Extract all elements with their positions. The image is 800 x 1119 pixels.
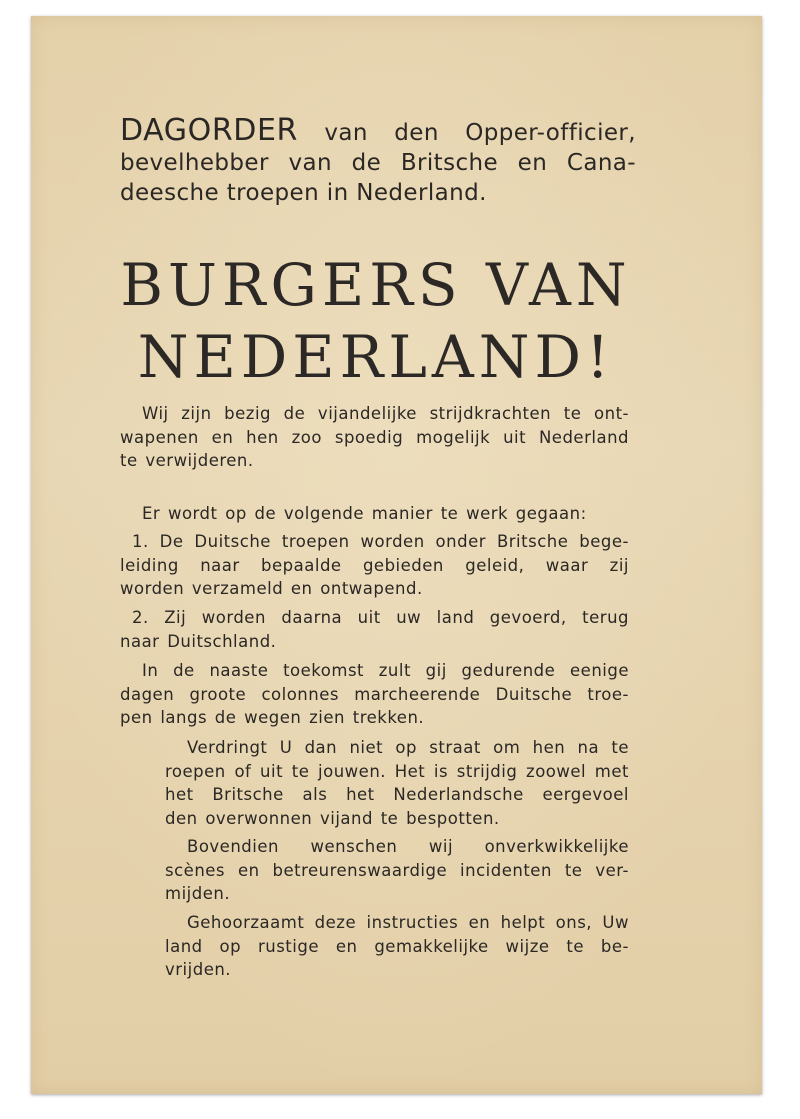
title-line-2: NEDERLAND! — [137, 323, 615, 391]
text-line: te verwijderen. — [120, 451, 254, 470]
text-line: Wij zijn bezig de vijandelijke strijdkrachten te ont- — [142, 404, 629, 423]
text-line: In de naaste toekomst zult gij gedurende eenige — [142, 661, 629, 680]
title-line-1: BURGERS VAN — [120, 251, 632, 319]
text-line: Gehoorzaamt deze instructies en helpt ons, Uw — [187, 913, 629, 932]
text-line: land op rustige en gemakkelijke wijze te be- — [165, 936, 629, 956]
heading-line-1 — [120, 113, 636, 148]
text-line: mijden. — [165, 884, 231, 903]
paragraph-step-2 — [120, 606, 629, 653]
text-line: pen langs de wegen zien trekken. — [120, 708, 425, 727]
text-line: Bovendien wenschen wij onverkwikkelijke — [187, 837, 629, 856]
heading-line-3: deesche troepen in Nederland. — [120, 180, 487, 206]
text-line: Er wordt op de volgende manier te werk gegaan: — [142, 504, 587, 523]
text-line: scènes en betreurenswaardige incidenten te ver- — [165, 860, 629, 880]
heading-dagorder: DAGORDER — [120, 113, 298, 148]
leaflet-sheet — [31, 16, 762, 1094]
text-line: naar Duitschland. — [120, 631, 277, 651]
paragraph-columns — [120, 659, 629, 730]
text-line: worden verzameld en ontwapend. — [120, 579, 423, 598]
heading-line-1-rest: van den Opper-officier, — [324, 120, 636, 146]
page-title — [111, 249, 641, 393]
text-line: 1. De Duitsche troepen worden onder Britsche bege- — [132, 532, 629, 551]
text-line: leiding naar bepaalde gebieden geleid, waar zij — [120, 555, 629, 575]
text-line: dagen groote colonnes marcheerende Duitsche troe- — [120, 684, 629, 704]
order-heading — [120, 113, 636, 208]
text-line: het Britsche als het Nederlandsche eergevoel — [165, 785, 629, 804]
text-line: roepen of uit te jouwen. Het is strijdig zoowel met — [165, 761, 629, 781]
paragraph-disarm — [120, 402, 629, 473]
text-line: den overwonnen vijand te bespotten. — [165, 808, 500, 828]
heading-line-2: bevelhebber van de Britsche en Cana- — [120, 150, 636, 176]
paragraph-do-not-jeer — [165, 736, 629, 830]
paragraph-procedure-intro — [120, 502, 629, 526]
paragraph-step-1 — [120, 530, 629, 601]
text-line: Verdringt U dan niet op straat om hen na te — [187, 738, 629, 757]
text-line: wapenen en hen zoo spoedig mogelijk uit Nederland — [120, 427, 629, 447]
paragraph-avoid-incidents — [165, 835, 629, 906]
text-line: vrijden. — [165, 960, 232, 979]
paragraph-obey-instructions — [165, 911, 629, 982]
text-line: 2. Zij worden daarna uit uw land gevoerd, terug — [132, 608, 629, 627]
